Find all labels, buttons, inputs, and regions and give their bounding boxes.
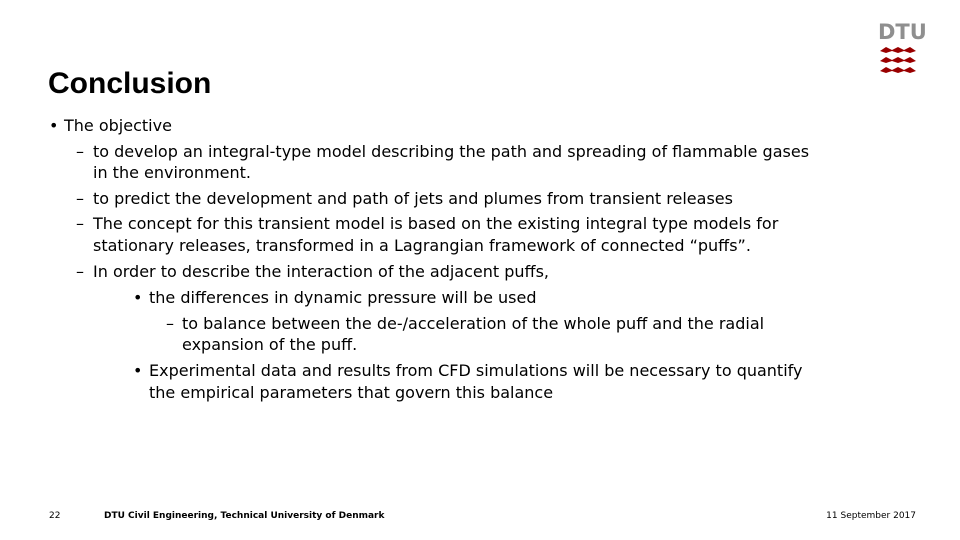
bullet-text: to develop an integral-type model describing the path and spreading of flammable gases	[93, 142, 810, 161]
footer-date: 11 September 2017	[826, 511, 916, 521]
bullet-marker: –	[166, 314, 174, 333]
slide-title: Conclusion	[48, 67, 212, 100]
bullet-marker: –	[76, 142, 84, 161]
dtu-logo	[878, 20, 927, 80]
bullet-marker: •	[133, 288, 143, 307]
bullet-marker: –	[76, 262, 84, 281]
bullet-marker: •	[133, 361, 143, 380]
bullet-text: in the environment.	[93, 163, 251, 182]
bullet-text: the differences in dynamic pressure will be used	[149, 288, 537, 307]
bullet-marker: •	[49, 116, 59, 135]
bullet-text: The objective	[64, 116, 172, 135]
bullet-marker: –	[76, 189, 84, 208]
bullet-text: to predict the development and path of jets and plumes from transient releases	[93, 189, 733, 208]
bullet-text: The concept for this transient model is based on the existing integral type models for	[93, 214, 779, 233]
bullet-text: stationary releases, transformed in a Lagrangian framework of connected “puffs”.	[93, 236, 751, 255]
bullet-text: Experimental data and results from CFD simulations will be necessary to quantify	[149, 361, 803, 380]
bullet-text: to balance between the de-/acceleration of the whole puff and the radial	[182, 314, 765, 333]
bullet-marker: –	[76, 214, 84, 233]
footer-organization: DTU Civil Engineering, Technical University of Denmark	[104, 511, 385, 521]
bullet-text: In order to describe the interaction of the adjacent puffs,	[93, 262, 549, 281]
bullet-text: the empirical parameters that govern this balance	[149, 383, 554, 402]
page-number: 22	[49, 511, 61, 521]
dtu-logo-text: DTU	[878, 20, 927, 44]
dtu-logo-mark	[878, 46, 918, 80]
bullet-text: expansion of the puff.	[182, 335, 358, 354]
